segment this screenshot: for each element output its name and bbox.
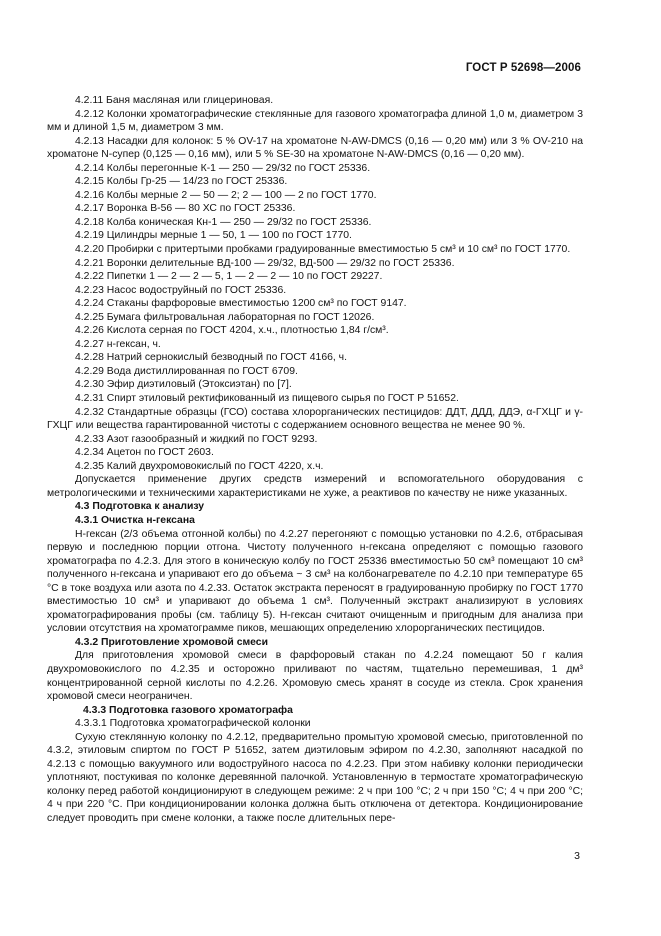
paragraph: Допускается применение других средств измерений и вспомогательного оборудования с метрологическими и техническими характеристиками не хуже, а реактивов по качеству не ниже указанных. bbox=[47, 474, 583, 499]
paragraph: Для приготовления хромовой смеси в фарфоровый стакан по 4.2.24 помещают 50 г калия двухромовокислого по 4.2.35 и осторожно приливают по частям, тщательно перемешивая, 1 дм³ концентрированной серной кислоты по 4.2.26. Хромовую смесь хранят в сосуде из стекла. Срок хранения хромовой смеси неограничен. bbox=[47, 650, 583, 703]
section-heading: 4.3.2 Приготовление хромовой смеси bbox=[75, 636, 268, 648]
paragraph: 4.2.13 Насадки для колонок: 5 % OV-17 на хроматоне N-AW-DMCS (0,16 — 0,20 мм) или 3 % OV-210 на хроматоне N-супер (0,125 — 0,16 мм), или 5 % SE-30 на хроматоне N-AW-DMCS (0,16 — 0,20 мм). bbox=[47, 135, 583, 161]
paragraph: 4.2.24 Стаканы фарфоровые вместимостью 1200 см³ по ГОСТ 9147. bbox=[75, 298, 407, 310]
section-heading: 4.3.3 Подготовка газового хроматографа bbox=[83, 704, 293, 716]
paragraph: 4.2.26 Кислота серная по ГОСТ 4204, х.ч., плотностью 1,84 г/см³. bbox=[75, 325, 389, 337]
paragraph: 4.2.14 Колбы перегонные К-1 — 250 — 29/32 по ГОСТ 25336. bbox=[75, 162, 371, 174]
paragraph: 4.2.35 Калий двухромовокислый по ГОСТ 4220, х.ч. bbox=[75, 460, 324, 472]
paragraph: 4.2.27 н-гексан, ч. bbox=[75, 338, 161, 350]
paragraph: 4.2.20 Пробирки с притертыми пробками градуированные вместимостью 5 см³ и 10 см³ по ГОСТ 1770. bbox=[75, 244, 571, 256]
paragraph: 4.2.17 Воронка В-56 — 80 ХС по ГОСТ 25336. bbox=[75, 203, 296, 215]
section-heading: 4.3.3.1 Подготовка хроматографической колонки bbox=[75, 718, 311, 730]
section-heading: 4.3.1 Очистка н-гексана bbox=[75, 514, 195, 526]
paragraph: 4.2.32 Стандартные образцы (ГСО) состава хлорорганических пестицидов: ДДТ, ДДД, ДДЭ, α-ГХЦГ и γ-ГХЦГ или вещества гарантированной чистоты с содержанием основного вещества не менее 90 %. bbox=[47, 406, 583, 432]
paragraph: 4.2.33 Азот газообразный и жидкий по ГОСТ 9293. bbox=[75, 433, 318, 445]
paragraph: 4.2.19 Цилиндры мерные 1 — 50, 1 — 100 по ГОСТ 1770. bbox=[75, 230, 352, 242]
paragraph: 4.2.29 Вода дистиллированная по ГОСТ 6709. bbox=[75, 365, 298, 377]
document-body bbox=[47, 94, 583, 826]
paragraph: 4.2.18 Колба коническая Кн-1 — 250 — 29/32 по ГОСТ 25336. bbox=[75, 216, 372, 228]
document-header: ГОСТ Р 52698—2006 bbox=[465, 62, 581, 74]
paragraph: 4.2.31 Спирт этиловый ректификованный из пищевого сырья по ГОСТ Р 51652. bbox=[75, 393, 459, 405]
paragraph: Сухую стеклянную колонку по 4.2.12, предварительно промытую хромовой смесью, приготовленной по 4.3.2, этиловым спиртом по ГОСТ Р 51652, затем диэтиловым эфиром по 4.2.30, заполняют насадкой по 4.2.13 с помощью вакуумного или водоструйного насоса по 4.2.23. При этом набивку колонки периодически уплотняют, постукивая по колонке деревянной палочкой. Установленную в термостате хроматографическую колонку перед работой кондиционируют в следующем режиме: 2 ч при 100 °С; 2 ч при 150 °С; 4 ч при 200 °С; 4 ч при 220 °С. При кондиционировании колонка должна быть отключена от детектора. Кондиционирование следует проводить при смене колонки, а также после длительных пере- bbox=[47, 731, 583, 824]
paragraph: Н-гексан (2/3 объема отгонной колбы) по 4.2.27 перегоняют с помощью установки по 4.2.6, отбрасывая первую и последнюю порции отгона. Чистоту полученного н-гексана определяют с помощью газового хроматографа по 4.2.3. Для этого в коническую колбу по ГОСТ 25336 вместимостью 50 см³ помещают 10 см³ полученного н-гексана и упаривают его до объема ~ 3 см³ на колбонагревателе по 4.2.10 при температуре 65 °С в токе воздуха или азота по 4.2.33. Остаток экстракта переносят в градуированную пробирку по ГОСТ 1770 вместимостью 10 см³ и упаривают до объема 1 см³. Полученный экстракт анализируют в условиях хроматографирования пробы (см. таблицу 5). Н-гексан считают очищенным и пригодным для анализа при условии отсутствия на хроматограмме пиков, мешающих определению хлорорганических пестицидов. bbox=[47, 528, 583, 635]
paragraph: 4.2.21 Воронки делительные ВД-100 — 29/32, ВД-500 — 29/32 по ГОСТ 25336. bbox=[75, 257, 455, 269]
paragraph: 4.2.28 Натрий сернокислый безводный по ГОСТ 4166, ч. bbox=[75, 352, 347, 364]
paragraph: 4.2.11 Баня масляная или глицериновая. bbox=[75, 95, 274, 106]
paragraph: 4.2.34 Ацетон по ГОСТ 2603. bbox=[75, 447, 214, 459]
paragraph: 4.2.22 Пипетки 1 — 2 — 2 — 5, 1 — 2 — 2 — 10 по ГОСТ 29227. bbox=[75, 271, 383, 283]
paragraph: 4.2.30 Эфир диэтиловый (Этоксиэтан) по [7]. bbox=[75, 379, 292, 391]
paragraph: 4.2.15 Колбы Гр-25 — 14/23 по ГОСТ 25336. bbox=[75, 176, 288, 188]
section-heading: 4.3 Подготовка к анализу bbox=[75, 501, 205, 513]
page-number: 3 bbox=[574, 850, 580, 862]
paragraph: 4.2.23 Насос водоструйный по ГОСТ 25336. bbox=[75, 284, 287, 296]
paragraph: 4.2.12 Колонки хроматографические стеклянные для газового хроматографа длиной 1,0 м, диаметром 3 мм и длиной 1,5 м, диаметром 3 мм. bbox=[47, 108, 583, 134]
paragraph: 4.2.25 Бумага фильтровальная лабораторная по ГОСТ 12026. bbox=[75, 311, 375, 323]
paragraph: 4.2.16 Колбы мерные 2 — 50 — 2; 2 — 100 — 2 по ГОСТ 1770. bbox=[75, 189, 377, 201]
